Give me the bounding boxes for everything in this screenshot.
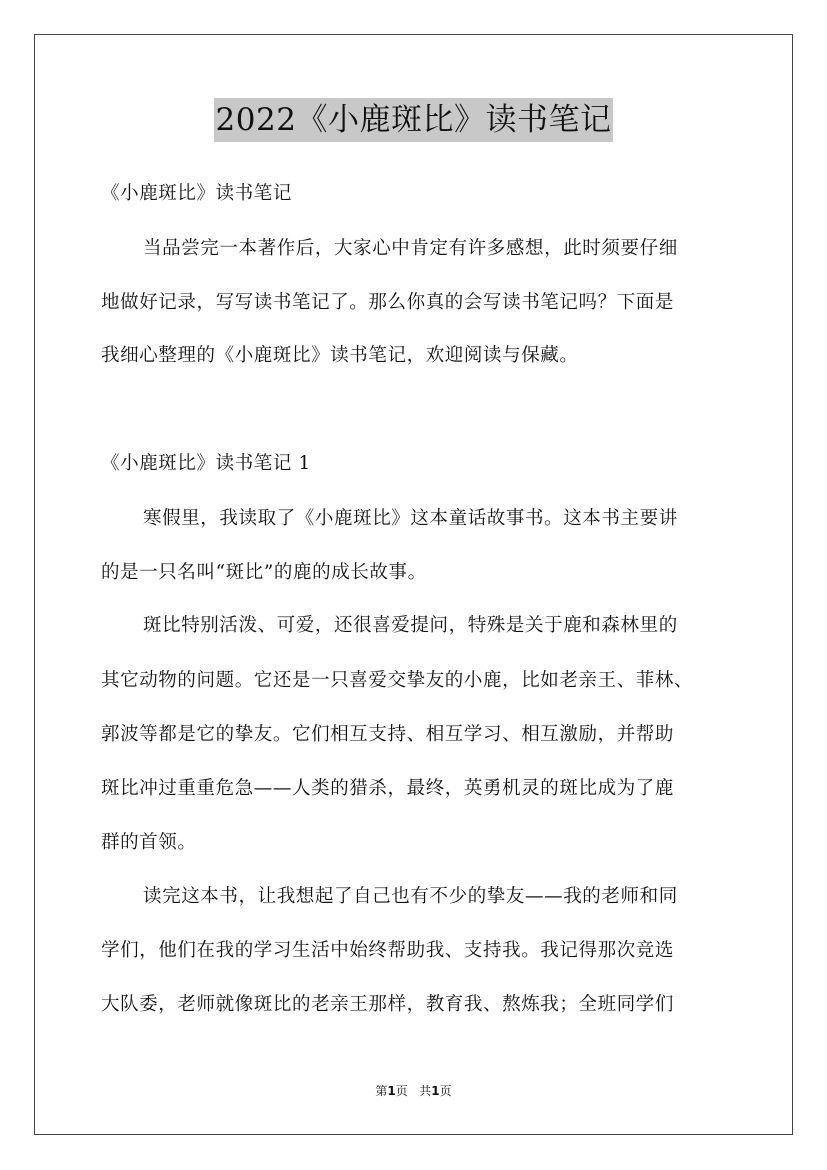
intro-line-1: 当品尝完一本著作后，大家心中肯定有许多感想，此时须要仔细 — [143, 238, 678, 259]
para2-line-3: 郭波等都是它的挚友。它们相互支持、相互学习、相互激励，并帮助 — [101, 724, 675, 745]
document-title-container — [0, 98, 827, 142]
page-suffix: 页 — [395, 1084, 408, 1098]
note1-heading: 《小鹿斑比》读书笔记 1 — [101, 453, 311, 474]
intro-line-3: 我细心整理的《小鹿斑比》读书笔记，欢迎阅读与保藏。 — [101, 345, 579, 366]
para3-line-1: 读完这本书，让我想起了自己也有不少的挚友——我的老师和同 — [143, 886, 678, 907]
total-suffix: 页 — [439, 1084, 452, 1098]
total-prefix: 共 — [419, 1084, 432, 1098]
para3-line-2: 学们，他们在我的学习生活中始终帮助我、支持我。我记得那次竞选 — [101, 940, 675, 961]
para2-line-2: 其它动物的问题。它还是一只喜爱交挚友的小鹿，比如老亲王、菲林、 — [101, 670, 694, 691]
page-total: 1 — [431, 1084, 440, 1098]
page-prefix: 第 — [375, 1084, 388, 1098]
document-title[interactable]: 2022《小鹿斑比》读书笔记 — [214, 98, 614, 142]
para2-line-1: 斑比特别活泼、可爱，还很喜爱提问，特殊是关于鹿和森林里的 — [143, 615, 678, 636]
para2-line-5: 群的首领。 — [101, 832, 197, 853]
intro-heading: 《小鹿斑比》读书笔记 — [101, 183, 293, 204]
para3-line-3: 大队委，老师就像斑比的老亲王那样，教育我、熬炼我；全班同学们 — [101, 994, 675, 1015]
intro-line-2: 地做好记录，写写读书笔记了。那么你真的会写读书笔记吗？下面是 — [101, 292, 675, 313]
para1-line-2: 的是一只名叫“斑比”的鹿的成长故事。 — [101, 562, 427, 583]
para1-line-1: 寒假里，我读取了《小鹿斑比》这本童话故事书。这本书主要讲 — [143, 508, 678, 529]
page-footer — [0, 1082, 827, 1100]
para2-line-4: 斑比冲过重重危急——人类的猎杀，最终，英勇机灵的斑比成为了鹿 — [101, 778, 675, 799]
page-current: 1 — [387, 1084, 396, 1098]
